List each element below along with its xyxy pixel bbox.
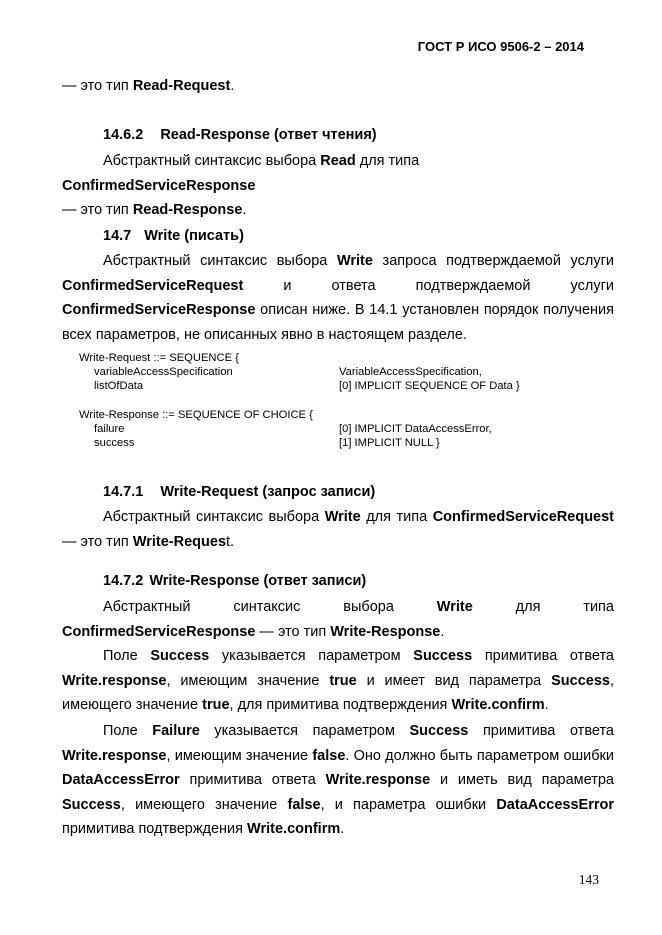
heading-14-7-2: 14.7.2 Write-Response (ответ записи) [103, 573, 367, 589]
code-write-response-field-name: failure [94, 423, 125, 435]
code-write-response-head: Write-Response ::= SEQUENCE OF CHOICE { [79, 409, 313, 421]
code-write-request-field-type: [0] IMPLICIT SEQUENCE OF Data } [339, 380, 520, 392]
paragraph-read-request-end: — это тип Read-Request. [62, 78, 235, 94]
paragraph-write: Абстрактный синтаксис выбора Write запроса подтверждаемой услуги ConfirmedServiceRequest и ответа подтверждаемой услуги ConfirmedServiceResponse описан ниже. В 14.1 установлен порядок получения всех параметров, не описанных явно в настоящем разделе. [62, 253, 614, 343]
code-write-request-field-type: VariableAccessSpecification, [339, 366, 482, 378]
page-header-title: ГОСТ Р ИСО 9506-2 – 2014 [417, 39, 584, 54]
paragraph-failure-field: Поле Failure указывается параметром Success примитива ответа Write.response, имеющим значение false. Оно должно быть параметром ошибки DataAccessError примитива ответа Write.response и иметь вид параметра Success, имеющего значение false, и параметра ошибки DataAccessError примитива подтверждения Write.confirm. [62, 723, 615, 837]
code-write-response-field-type: [0] IMPLICIT DataAccessError, [339, 423, 492, 435]
code-write-response-field-type: [1] IMPLICIT NULL } [339, 437, 440, 449]
paragraph-read-response: Абстрактный синтаксис выбора Read для типа ConfirmedServiceResponse — это тип Read-Response. [62, 153, 420, 218]
paragraph-success-field: Поле Success указывается параметром Success примитива ответа Write.response, имеющим значение true и имеет вид параметра Success, имеющего значение true, для примитива подтверждения Write.confirm. [62, 648, 614, 713]
code-write-request-field-name: listOfData [94, 380, 144, 392]
page-number: 143 [578, 872, 599, 887]
heading-14-7-1: 14.7.1 Write-Request (запрос записи) [103, 484, 376, 500]
paragraph-write-response: Абстрактный синтаксис выбора Write для типа ConfirmedServiceResponse — это тип Write-Response. [62, 599, 614, 640]
paragraph-write-request: Абстрактный синтаксис выбора Write для типа ConfirmedServiceRequest — это тип Write-Request. [62, 509, 615, 550]
code-write-request-field-name: variableAccessSpecification [94, 366, 233, 378]
heading-14-6-2: 14.6.2 Read-Response (ответ чтения) [103, 127, 377, 143]
code-write-response-field-name: success [94, 437, 135, 449]
code-write-request-head: Write-Request ::= SEQUENCE { [79, 352, 239, 364]
heading-14-7: 14.7 Write (писать) [103, 228, 244, 244]
